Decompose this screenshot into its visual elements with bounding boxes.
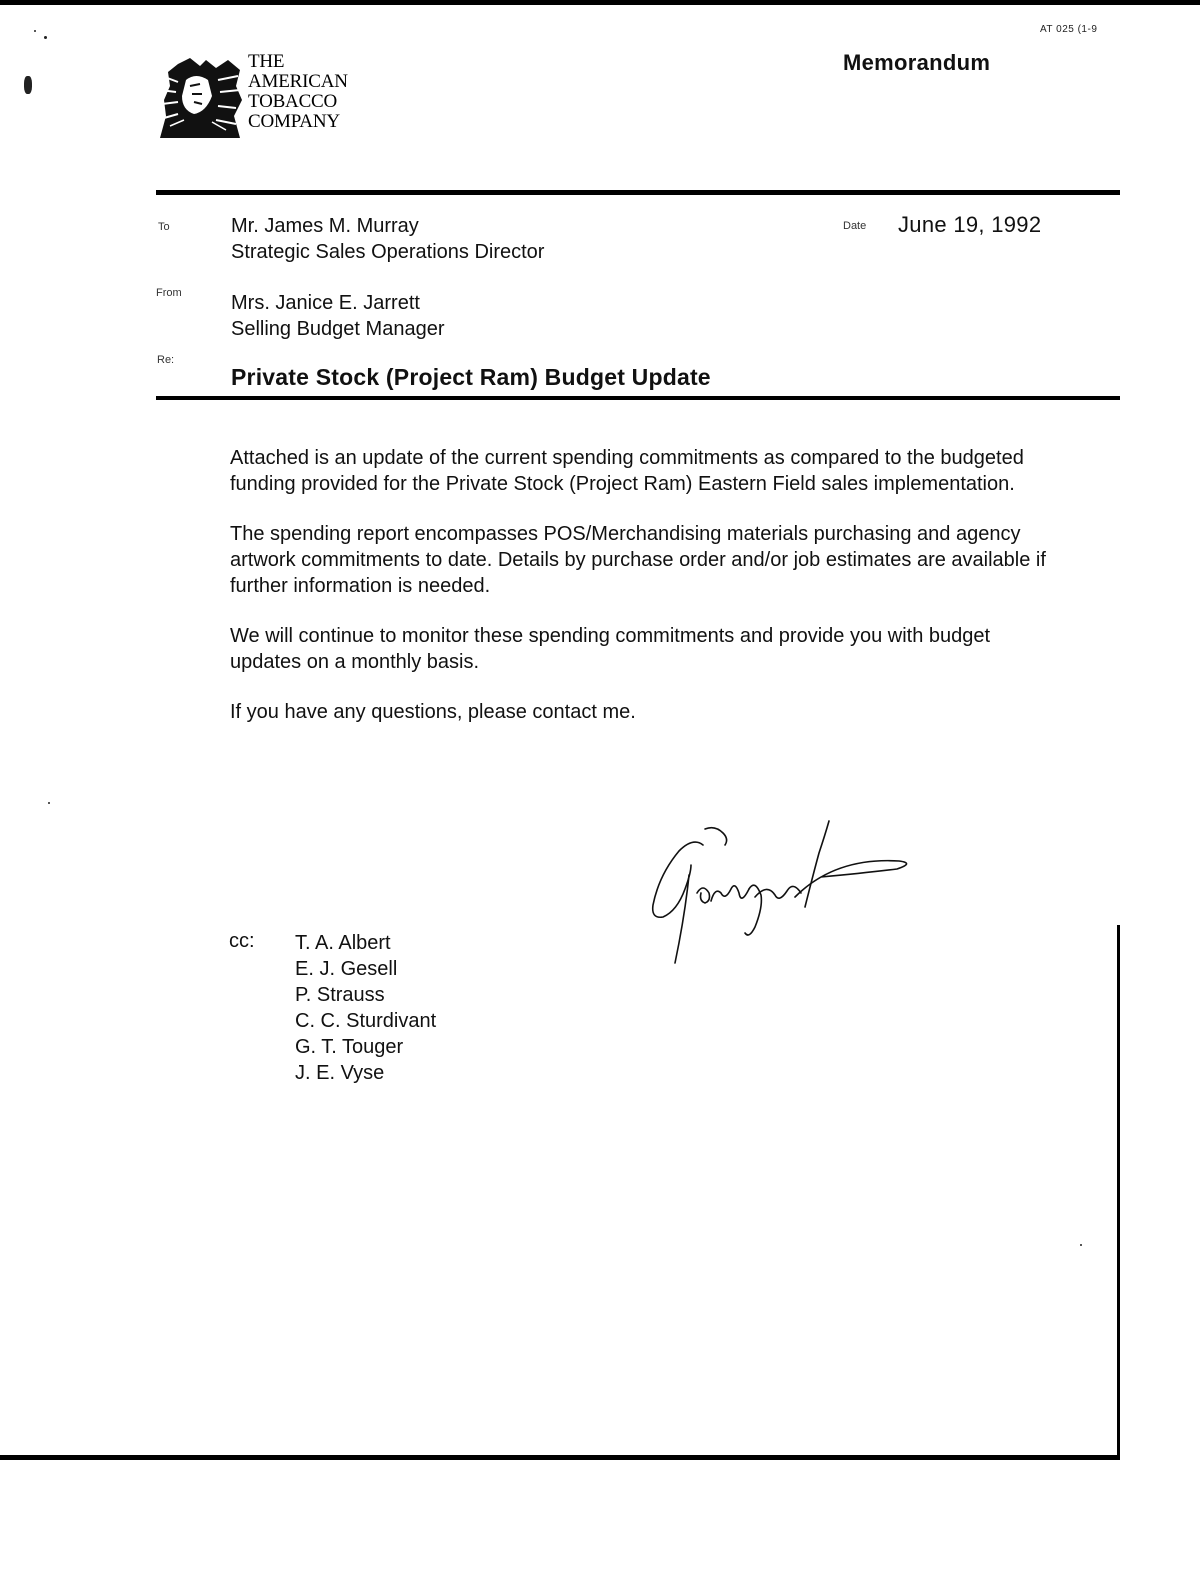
scan-speck — [1080, 1244, 1082, 1246]
memo-subject: Private Stock (Project Ram) Budget Update — [231, 364, 711, 390]
from-label: From — [156, 287, 182, 299]
cc-recipient: J. E. Vyse — [295, 1062, 385, 1084]
scan-speck — [24, 76, 32, 94]
page-right-border — [1117, 925, 1120, 1460]
cc-recipient: T. A. Albert — [295, 932, 391, 954]
cc-recipient: E. J. Gesell — [295, 958, 398, 980]
from-block — [231, 290, 444, 342]
date-label: Date — [843, 220, 867, 232]
body-paragraph: Attached is an update of the current spending commitments as compared to the budgeted funding provided for the Private Stock (Project Ram) Eastern Field sales implementation. — [230, 447, 1024, 495]
company-name-line: AMERICAN — [248, 71, 348, 92]
cc-label: cc: — [229, 930, 255, 952]
scan-speck — [34, 30, 36, 32]
header-rule — [156, 190, 1120, 195]
to-block — [231, 213, 544, 265]
company-name-line: THE — [248, 51, 285, 72]
company-name-line: TOBACCO — [248, 91, 338, 112]
form-code: AT 025 (1-9 — [1040, 24, 1098, 35]
document-type: Memorandum — [843, 50, 991, 75]
sender-title: Selling Budget Manager — [231, 318, 445, 340]
re-label: Re: — [157, 354, 175, 366]
company-name-line: COMPANY — [248, 111, 340, 132]
recipient-name: Mr. James M. Murray — [231, 215, 419, 237]
page-bottom-border — [0, 1455, 1120, 1460]
body-paragraph: We will continue to monitor these spending commitments and provide you with budget updates on a monthly basis. — [230, 625, 991, 673]
subject-rule — [156, 396, 1120, 400]
memo-body — [230, 445, 1050, 749]
indian-chief-logo-icon — [156, 56, 244, 140]
body-paragraph: The spending report encompasses POS/Merchandising materials purchasing and agency artwork commitments to date. Details by purchase order and/or job estimates are available if further information is needed. — [230, 523, 1046, 597]
cc-recipient: G. T. Touger — [295, 1036, 404, 1058]
scan-speck — [48, 802, 50, 804]
sender-name: Mrs. Janice E. Jarrett — [231, 292, 420, 314]
memo-date: June 19, 1992 — [898, 212, 1042, 237]
cc-recipient: C. C. Sturdivant — [295, 1010, 437, 1032]
recipient-title: Strategic Sales Operations Director — [231, 241, 545, 263]
scan-speck — [44, 36, 47, 39]
to-label: To — [158, 221, 170, 233]
page-top-border — [0, 0, 1200, 5]
body-paragraph: If you have any questions, please contact me. — [230, 701, 636, 723]
cc-recipient: P. Strauss — [295, 984, 385, 1006]
handwritten-signature — [645, 815, 915, 965]
company-name — [248, 52, 348, 132]
cc-list — [295, 930, 436, 1086]
